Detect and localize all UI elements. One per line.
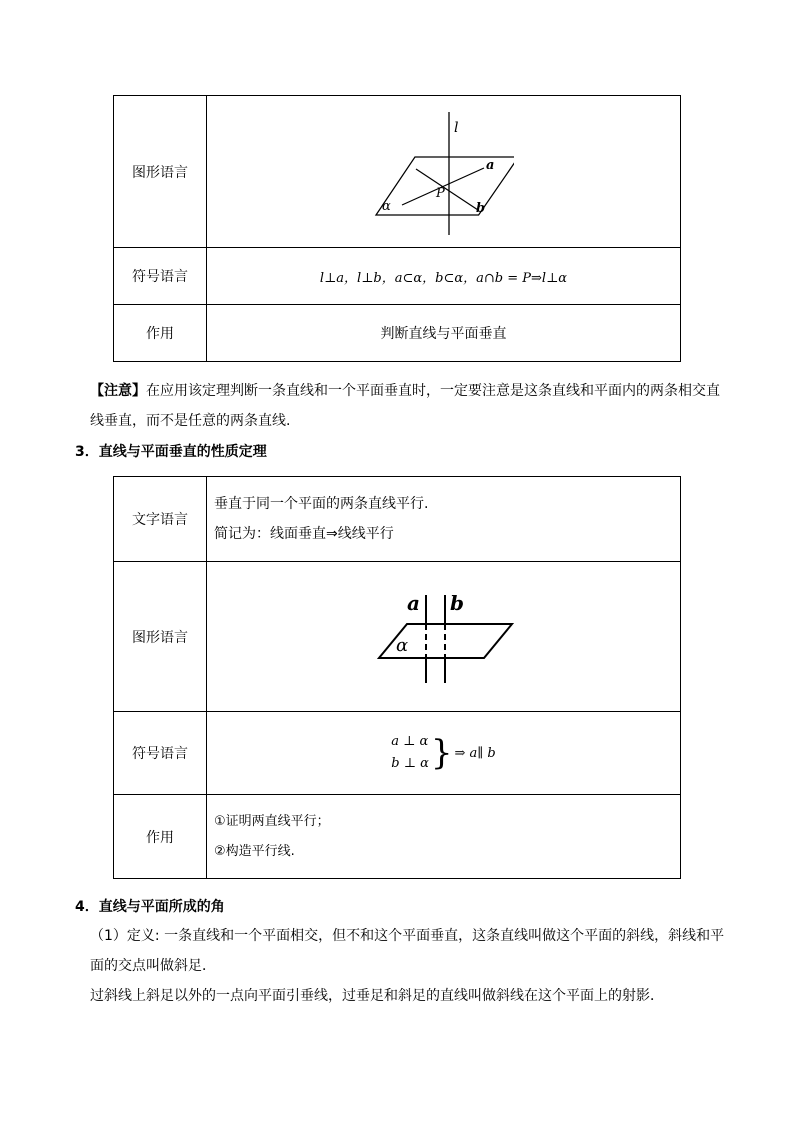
label-a: a <box>406 590 420 615</box>
symbol-cell <box>207 712 681 795</box>
symbol-line-2: b ⊥ α <box>391 756 429 771</box>
label-a: a <box>485 157 494 173</box>
symbol-line-1: a ⊥ α <box>391 734 429 749</box>
note-text-2: 线垂直，而不是任意的两条直线. <box>90 413 291 429</box>
label-p: P <box>435 185 445 201</box>
label-alpha: α <box>395 634 408 656</box>
table-row <box>114 562 681 712</box>
row-label: 文字语言 <box>114 477 207 562</box>
symbol-expression: l⊥a，l⊥b，a⊂α，b⊂α，a∩b = P⇒l⊥α <box>207 248 681 305</box>
label-b: b <box>449 590 464 615</box>
note-tag: 【注意】 <box>90 383 146 399</box>
table-row <box>114 795 681 879</box>
row-label: 图形语言 <box>114 562 207 712</box>
brace-icon: } <box>430 733 453 773</box>
perpendicular-line-plane-figure <box>374 102 514 242</box>
figure-cell <box>207 562 681 712</box>
label-l: l <box>453 119 458 136</box>
definition-paragraph <box>90 921 740 1011</box>
section-heading: 3．直线与平面垂直的性质定理 <box>75 444 267 460</box>
purpose-item-1: ①证明两直线平行； <box>214 813 330 829</box>
row-label: 作用 <box>114 795 207 879</box>
table-row <box>114 477 681 562</box>
parallel-lines-figure <box>374 587 514 687</box>
row-label: 图形语言 <box>114 96 207 248</box>
table-row <box>114 712 681 795</box>
table-row <box>114 248 681 305</box>
table-perpendicular-property-theorem <box>113 476 681 879</box>
theorem-shorthand: 简记为：线面垂直⇒线线平行 <box>214 526 394 542</box>
row-label: 符号语言 <box>114 712 207 795</box>
theorem-statement: 垂直于同一个平面的两条直线平行. <box>214 496 429 512</box>
table-row <box>114 96 681 248</box>
table-line-plane-perpendicular-criterion <box>113 95 681 362</box>
section-heading: 4．直线与平面所成的角 <box>75 899 225 915</box>
row-label: 符号语言 <box>114 248 207 305</box>
definition-line-2: 面的交点叫做斜足． <box>90 958 216 974</box>
purpose-cell <box>207 795 681 879</box>
figure-cell <box>207 96 681 248</box>
definition-line-1: （1）定义: 一条直线和一个平面相交，但不和这个平面垂直，这条直线叫做这个平面的斜线，斜线和平 <box>90 928 725 944</box>
purpose-text: 判断直线与平面垂直 <box>207 305 681 362</box>
purpose-item-2: ②构造平行线. <box>214 843 295 859</box>
note-paragraph <box>90 376 730 436</box>
table-row <box>114 305 681 362</box>
text-language-cell <box>207 477 681 562</box>
symbol-result: ⇒ a∥ b <box>454 745 496 761</box>
label-b: b <box>475 200 485 216</box>
projection-paragraph: 过斜线上斜足以外的一点向平面引垂线，过垂足和斜足的直线叫做斜线在这个平面上的射影． <box>90 988 664 1004</box>
note-text-1: 在应用该定理判断一条直线和一个平面垂直时，一定要注意是这条直线和平面内的两条相交直 <box>146 383 720 399</box>
symbol-system <box>391 731 495 775</box>
row-label: 作用 <box>114 305 207 362</box>
label-alpha: α <box>381 198 391 214</box>
